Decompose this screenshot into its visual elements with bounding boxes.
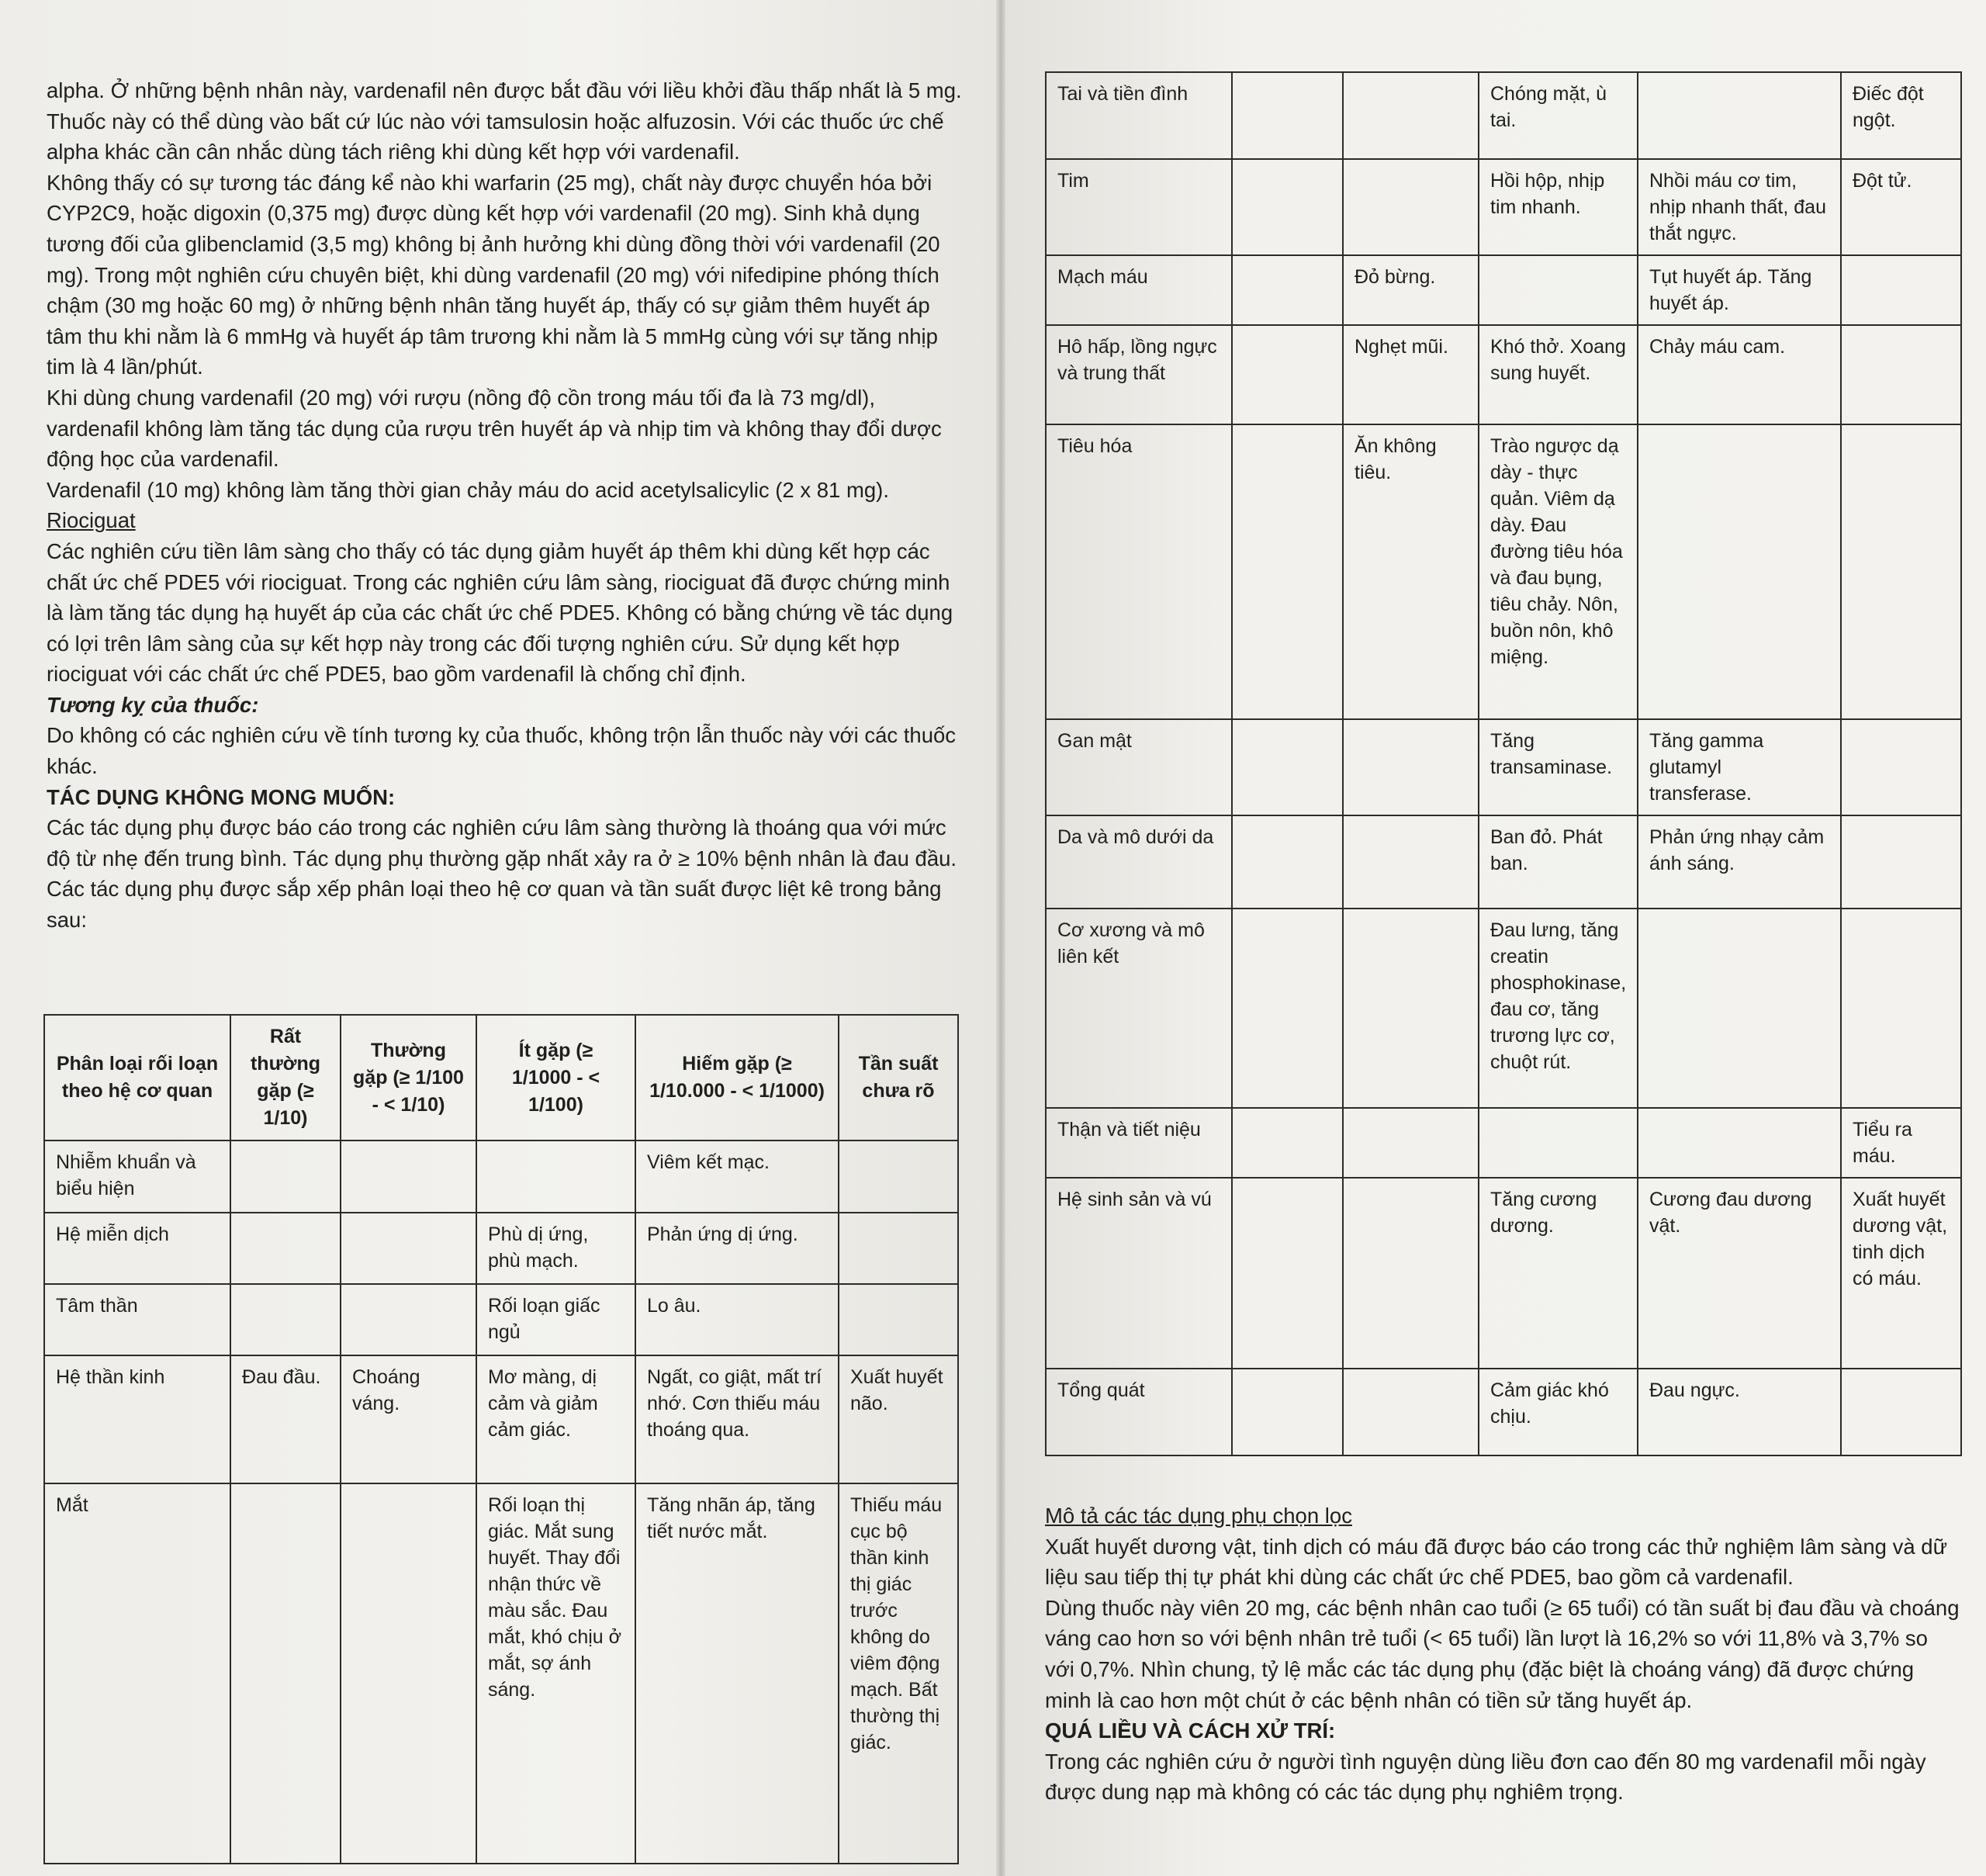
table-row — [1046, 72, 1961, 159]
table-cell — [476, 1140, 635, 1213]
table-cell: Hồi hộp, nhịp tim nhanh. — [1479, 159, 1638, 255]
left-text-block — [47, 75, 962, 936]
adverse-text: Các tác dụng phụ được sắp xếp phân loại theo hệ cơ quan và tần suất được liệt kê trong bảng sau: — [47, 877, 942, 933]
table-cell: Cương đau dương vật. — [1638, 1178, 1841, 1369]
table-cell — [839, 1284, 958, 1355]
table-row — [1046, 1178, 1961, 1369]
table-cell — [1343, 1369, 1479, 1455]
table-row-label: Hệ sinh sản và vú — [1046, 1178, 1232, 1369]
table-row — [44, 1284, 958, 1355]
table-cell — [230, 1284, 341, 1355]
table-row — [1046, 159, 1961, 255]
table-row-label: Tổng quát — [1046, 1369, 1232, 1455]
table-cell — [1232, 72, 1343, 159]
table-row-label: Nhiễm khuẩn và biểu hiện — [44, 1140, 230, 1213]
table-cell — [341, 1483, 476, 1864]
table-cell — [1232, 909, 1343, 1108]
table-row-label: Tâm thần — [44, 1284, 230, 1355]
table-row-label: Gan mật — [1046, 719, 1232, 815]
table-cell — [1232, 255, 1343, 325]
table-header: Hiếm gặp (≥ 1/10.000 - < 1/1000) — [635, 1015, 839, 1140]
table-cell — [1232, 325, 1343, 424]
table-cell: Khó thở. Xoang sung huyết. — [1479, 325, 1638, 424]
table-cell: Tăng nhãn áp, tăng tiết nước mắt. — [635, 1483, 839, 1864]
table-row-label: Tim — [1046, 159, 1232, 255]
table-row-label: Hệ miễn dịch — [44, 1213, 230, 1284]
table-row-label: Tiêu hóa — [1046, 424, 1232, 719]
table-cell — [1343, 815, 1479, 909]
paragraph: alpha. Ở những bệnh nhân này, vardenafil nên được bắt đầu với liều khởi đầu thấp nhất là 5 mg. Thuốc này có thể dùng vào bất cứ lúc nào với tamsulosin hoặc alfuzosin. Với các thuốc ức chế alpha khác cần cân nhắc dùng tách riêng khi dùng kết hợp với vardenafil. — [47, 78, 962, 164]
table-cell — [1343, 1178, 1479, 1369]
adverse-heading: TÁC DỤNG KHÔNG MONG MUỐN: — [47, 784, 396, 809]
table-cell: Trào ngược dạ dày - thực quản. Viêm dạ dày. Đau đường tiêu hóa và đau bụng, tiêu chảy. Nôn, buồn nôn, khô miệng. — [1479, 424, 1638, 719]
table-cell: Tụt huyết áp. Tăng huyết áp. — [1638, 255, 1841, 325]
table-cell: Đau đầu. — [230, 1355, 341, 1483]
table-cell: Phù dị ứng, phù mạch. — [476, 1213, 635, 1284]
table-row — [1046, 255, 1961, 325]
riociguat-text: Các nghiên cứu tiền lâm sàng cho thấy có tác dụng giảm huyết áp thêm khi dùng kết hợp các chất ức chế PDE5 với riociguat. Trong các nghiên cứu lâm sàng, riociguat đã được chứng minh là làm tăng tác dụng hạ huyết áp của các chất ức chế PDE5. Không có bằng chứng về tác dụng có lợi trên lâm sàng của sự kết hợp này trong các đối tượng nghiên cứu. Sử dụng kết hợp riociguat với các chất ức chế PDE5, bao gồm vardenafil là chống chỉ định. — [47, 538, 953, 687]
table-row — [1046, 909, 1961, 1108]
table-row — [1046, 719, 1961, 815]
table-cell — [341, 1284, 476, 1355]
table-cell: Xuất huyết não. — [839, 1355, 958, 1483]
table-cell: Ngất, co giật, mất trí nhớ. Cơn thiếu máu thoáng qua. — [635, 1355, 839, 1483]
adverse-text: Các tác dụng phụ được báo cáo trong các nghiên cứu lâm sàng thường là thoáng qua với mức độ từ nhẹ đến trung bình. Tác dụng phụ thường gặp nhất xảy ra ở ≥ 10% bệnh nhân là đau đầu. — [47, 815, 957, 871]
table-cell — [1343, 719, 1479, 815]
table-cell: Đau lưng, tăng creatin phosphokinase, đau cơ, tăng trương lực cơ, chuột rút. — [1479, 909, 1638, 1108]
table-row — [44, 1483, 958, 1864]
table-header-row — [44, 1015, 958, 1140]
adverse-effects-table-part1 — [43, 1014, 959, 1864]
table-cell — [1232, 815, 1343, 909]
right-text-block — [1045, 1500, 1960, 1808]
table-cell — [1343, 72, 1479, 159]
table-header: Thường gặp (≥ 1/100 - < 1/10) — [341, 1015, 476, 1140]
table-cell — [1841, 325, 1961, 424]
table-cell: Mơ màng, dị cảm và giảm cảm giác. — [476, 1355, 635, 1483]
table-cell — [230, 1140, 341, 1213]
table-row — [1046, 1108, 1961, 1178]
table-header: Ít gặp (≥ 1/1000 - < 1/100) — [476, 1015, 635, 1140]
table-cell — [1479, 255, 1638, 325]
adverse-effects-table-part2 — [1045, 71, 1962, 1456]
table-cell — [1841, 1369, 1961, 1455]
table-header: Tần suất chưa rõ — [839, 1015, 958, 1140]
paragraph: Không thấy có sự tương tác đáng kể nào khi warfarin (25 mg), chất này được chuyển hóa bởi CYP2C9, hoặc digoxin (0,375 mg) được dùng kết hợp với vardenafil (20 mg). Sinh khả dụng tương đối của glibenclamid (3,5 mg) không bị ảnh hưởng khi dùng đồng thời với vardenafil (20 mg). Trong một nghiên cứu chuyên biệt, khi dùng vardenafil (20 mg) với nifedipine phóng thích chậm (30 mg hoặc 60 mg) ở những bệnh nhân tăng huyết áp, thấy có sự giảm thêm huyết áp tâm thu khi nằm là 6 mmHg và huyết áp tâm trương khi nằm là 5 mmHg cùng với sự tăng nhịp tim là 4 lần/phút. — [47, 170, 940, 379]
table-cell — [1232, 1178, 1343, 1369]
table-cell: Choáng váng. — [341, 1355, 476, 1483]
table-cell — [1232, 1108, 1343, 1178]
table-cell — [1638, 1108, 1841, 1178]
table-row — [44, 1140, 958, 1213]
riociguat-heading: Riociguat — [47, 508, 136, 533]
table-row-label: Hô hấp, lồng ngực và trung thất — [1046, 325, 1232, 424]
table-row — [1046, 815, 1961, 909]
table-cell — [1841, 815, 1961, 909]
table-row-label: Thận và tiết niệu — [1046, 1108, 1232, 1178]
overdose-heading: QUÁ LIỀU VÀ CÁCH XỬ TRÍ: — [1045, 1719, 1336, 1743]
table-cell: Đỏ bừng. — [1343, 255, 1479, 325]
table-cell — [1232, 719, 1343, 815]
table-cell: Chóng mặt, ù tai. — [1479, 72, 1638, 159]
table-cell — [1232, 424, 1343, 719]
table-cell: Phản ứng nhạy cảm ánh sáng. — [1638, 815, 1841, 909]
table-cell: Tiểu ra máu. — [1841, 1108, 1961, 1178]
table-row-label: Tai và tiền đình — [1046, 72, 1232, 159]
table-header: Rất thường gặp (≥ 1/10) — [230, 1015, 341, 1140]
table-cell: Chảy máu cam. — [1638, 325, 1841, 424]
table-cell: Nghẹt mũi. — [1343, 325, 1479, 424]
table-row-label: Mạch máu — [1046, 255, 1232, 325]
table-row — [1046, 325, 1961, 424]
table-row-label: Cơ xương và mô liên kết — [1046, 909, 1232, 1108]
compat-text: Do không có các nghiên cứu về tính tương kỵ của thuốc, không trộn lẫn thuốc này với các thuốc khác. — [47, 723, 957, 779]
compat-heading: Tương kỵ của thuốc: — [47, 692, 259, 717]
table-row — [44, 1213, 958, 1284]
table-cell: Tăng transaminase. — [1479, 719, 1638, 815]
table-cell — [1343, 1108, 1479, 1178]
table-cell: Cảm giác khó chịu. — [1479, 1369, 1638, 1455]
table-cell — [1479, 1108, 1638, 1178]
table-cell — [1638, 424, 1841, 719]
table-cell: Điếc đột ngột. — [1841, 72, 1961, 159]
table-row — [1046, 424, 1961, 719]
table-cell — [230, 1213, 341, 1284]
paragraph: Vardenafil (10 mg) không làm tăng thời gian chảy máu do acid acetylsalicylic (2 x 81 mg). — [47, 477, 889, 502]
table-cell — [230, 1483, 341, 1864]
table-cell — [1232, 1369, 1343, 1455]
table-cell: Phản ứng dị ứng. — [635, 1213, 839, 1284]
table-cell: Ăn không tiêu. — [1343, 424, 1479, 719]
overdose-text: Trong các nghiên cứu ở người tình nguyện dùng liều đơn cao đến 80 mg vardenafil mỗi ngày được dung nạp mà không có các tác dụng phụ nghiêm trọng. — [1045, 1749, 1926, 1805]
select-text: Xuất huyết dương vật, tinh dịch có máu đã được báo cáo trong các thử nghiệm lâm sàng và dữ liệu sau tiếp thị tự phát khi dùng các chất ức chế PDE5, bao gồm cả vardenafil. — [1045, 1534, 1947, 1590]
table-cell: Đau ngực. — [1638, 1369, 1841, 1455]
table-cell: Lo âu. — [635, 1284, 839, 1355]
paragraph: Khi dùng chung vardenafil (20 mg) với rượu (nồng độ cồn trong máu tối đa là 73 mg/dl), vardenafil không làm tăng tác dụng của rượu trên huyết áp và nhịp tim và không thay đổi dược động học của vardenafil. — [47, 385, 942, 472]
table-row-label: Mắt — [44, 1483, 230, 1864]
table-cell — [839, 1140, 958, 1213]
table-cell — [1841, 255, 1961, 325]
table-header: Phân loại rối loạn theo hệ cơ quan — [44, 1015, 230, 1140]
table-cell: Ban đỏ. Phát ban. — [1479, 815, 1638, 909]
select-heading: Mô tả các tác dụng phụ chọn lọc — [1045, 1504, 1352, 1528]
table-cell — [1638, 72, 1841, 159]
table-cell — [1638, 909, 1841, 1108]
table-cell — [341, 1140, 476, 1213]
table-row — [44, 1355, 958, 1483]
table-cell — [1841, 719, 1961, 815]
table-cell — [1841, 909, 1961, 1108]
table-cell: Rối loạn thị giác. Mắt sung huyết. Thay đổi nhận thức về màu sắc. Đau mắt, khó chịu ở mắt, sợ ánh sáng. — [476, 1483, 635, 1864]
table-row-label: Hệ thần kinh — [44, 1355, 230, 1483]
table-cell — [839, 1213, 958, 1284]
table-cell — [341, 1213, 476, 1284]
table-cell: Tăng gamma glutamyl transferase. — [1638, 719, 1841, 815]
table-cell — [1232, 159, 1343, 255]
page-fold — [996, 0, 1005, 1876]
select-text: Dùng thuốc này viên 20 mg, các bệnh nhân cao tuổi (≥ 65 tuổi) có tần suất bị đau đầu và choáng váng cao hơn so với bệnh nhân trẻ tuổi (< 65 tuổi) lần lượt là 16,2% so với 11,8% và 3,7% so với 0,7%. Nhìn chung, tỷ lệ mắc các tác dụng phụ (đặc biệt là choáng váng) đã được chứng minh là cao hơn một chút ở các bệnh nhân có tiền sử tăng huyết áp. — [1045, 1595, 1960, 1712]
table-row — [1046, 1369, 1961, 1455]
table-cell: Xuất huyết dương vật, tinh dịch có máu. — [1841, 1178, 1961, 1369]
table-cell: Tăng cương dương. — [1479, 1178, 1638, 1369]
table-cell: Đột tử. — [1841, 159, 1961, 255]
table-cell — [1343, 909, 1479, 1108]
table-cell: Thiếu máu cục bộ thần kinh thị giác trước không do viêm động mạch. Bất thường thị giác. — [839, 1483, 958, 1864]
table-cell — [1841, 424, 1961, 719]
table-cell: Rối loạn giấc ngủ — [476, 1284, 635, 1355]
table-cell: Viêm kết mạc. — [635, 1140, 839, 1213]
table-cell — [1343, 159, 1479, 255]
table-cell: Nhồi máu cơ tim, nhịp nhanh thất, đau thắt ngực. — [1638, 159, 1841, 255]
table-row-label: Da và mô dưới da — [1046, 815, 1232, 909]
